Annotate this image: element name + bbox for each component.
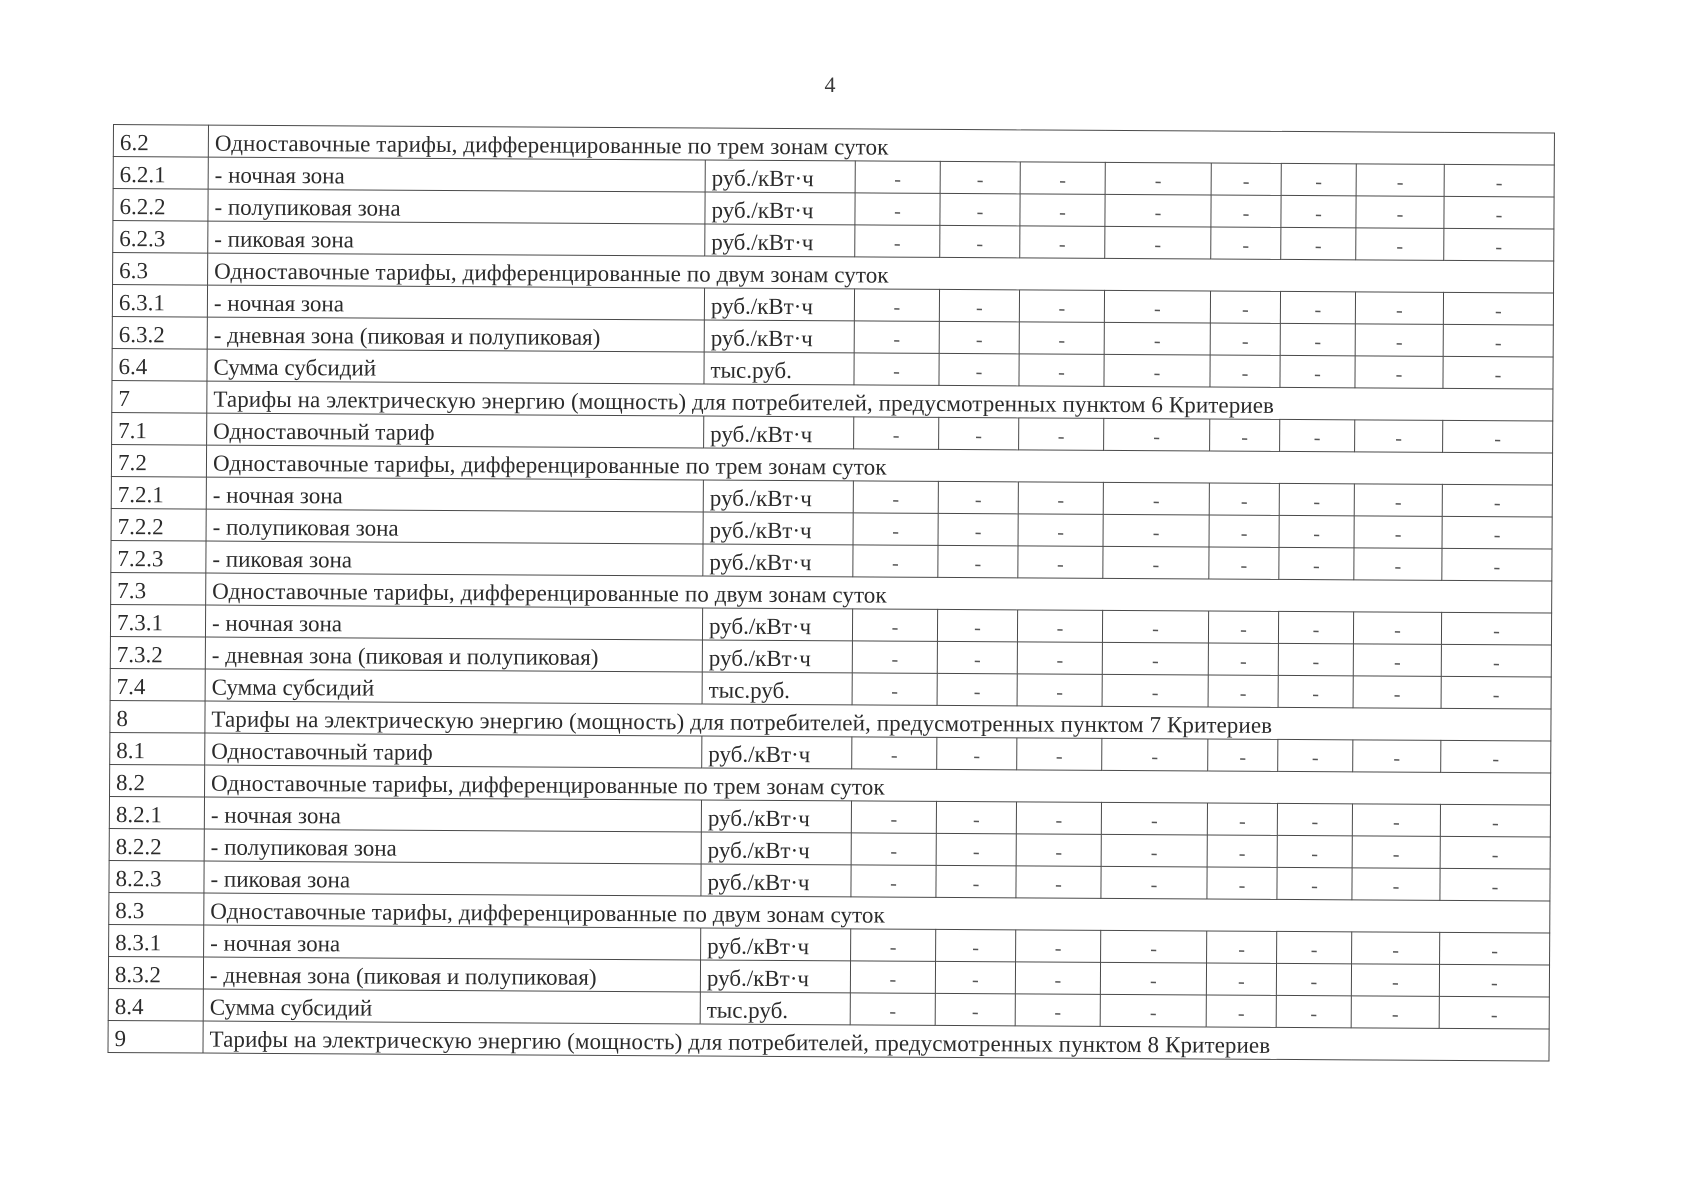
value-cell: -	[1018, 514, 1103, 547]
value-cell: -	[939, 289, 1019, 321]
value-cell: -	[1443, 420, 1553, 453]
row-description: - полупиковая зона	[208, 189, 705, 224]
row-number: 6.2	[113, 125, 208, 158]
value-cell: -	[1019, 290, 1104, 323]
value-cell: -	[1443, 292, 1553, 325]
row-number: 7.3	[111, 572, 206, 605]
row-unit: руб./кВт·ч	[704, 288, 854, 321]
row-unit: руб./кВт·ч	[704, 320, 854, 353]
value-cell: -	[1017, 674, 1102, 707]
row-description: Сумма субсидий	[205, 669, 702, 704]
table-body	[108, 125, 1554, 1062]
row-number: 7.1	[112, 412, 207, 445]
value-cell: -	[1105, 194, 1211, 227]
value-cell: -	[1353, 740, 1441, 773]
row-description: - дневная зона (пиковая и полупиковая)	[205, 637, 702, 672]
value-cell: -	[1280, 323, 1355, 355]
row-unit: руб./кВт·ч	[702, 640, 852, 673]
value-cell: -	[1019, 322, 1104, 355]
value-cell: -	[1015, 962, 1100, 995]
value-cell: -	[1277, 867, 1352, 899]
value-cell: -	[1207, 803, 1277, 835]
row-unit: тыс.руб.	[702, 672, 852, 705]
value-cell: -	[855, 225, 940, 258]
row-description: - ночная зона	[208, 157, 705, 192]
row-unit: руб./кВт·ч	[703, 544, 853, 577]
row-number: 8	[110, 700, 205, 733]
row-unit: тыс.руб.	[700, 992, 850, 1025]
value-cell: -	[1355, 356, 1443, 389]
value-cell: -	[1016, 930, 1101, 963]
row-number: 8.3	[109, 892, 204, 925]
value-cell: -	[1354, 484, 1442, 517]
value-cell: -	[1206, 963, 1276, 995]
value-cell: -	[852, 673, 937, 706]
value-cell: -	[1016, 866, 1101, 899]
row-unit: руб./кВт·ч	[705, 160, 855, 193]
row-description: - пиковая зона	[204, 861, 701, 896]
value-cell: -	[854, 321, 939, 354]
tariff-sheet	[107, 124, 1553, 1062]
value-cell: -	[1278, 675, 1353, 707]
row-number: 6.3.1	[112, 285, 207, 318]
row-number: 8.3.2	[108, 956, 203, 989]
value-cell: -	[1441, 612, 1551, 645]
value-cell: -	[852, 737, 937, 770]
value-cell: -	[1101, 866, 1207, 899]
section-title: Тарифы на электрическую энергию (мощность) для потребителей, предусмотренных пунктом 6 Критериев	[207, 381, 1553, 421]
value-cell: -	[1018, 546, 1103, 579]
section-title: Тарифы на электрическую энергию (мощность) для потребителей, предусмотренных пунктом 7 Критериев	[205, 701, 1551, 741]
value-cell: -	[940, 225, 1020, 257]
value-cell: -	[1209, 483, 1279, 515]
value-cell: -	[1104, 354, 1210, 387]
value-cell: -	[1210, 291, 1280, 323]
value-cell: -	[1019, 354, 1104, 387]
value-cell: -	[938, 545, 1018, 577]
value-cell: -	[1207, 835, 1277, 867]
value-cell: -	[1354, 516, 1442, 549]
row-number: 8.4	[108, 988, 203, 1021]
row-description: Одноставочный тариф	[205, 733, 702, 768]
value-cell: -	[939, 321, 1019, 353]
row-number: 9	[108, 1020, 203, 1053]
value-cell: -	[1278, 739, 1353, 771]
row-description: - ночная зона	[204, 797, 701, 832]
row-number: 6.2.3	[113, 221, 208, 254]
row-number: 8.3.1	[109, 924, 204, 957]
value-cell: -	[1277, 931, 1352, 963]
row-unit: руб./кВт·ч	[705, 224, 855, 257]
value-cell: -	[1279, 515, 1354, 547]
value-cell: -	[936, 929, 1016, 961]
value-cell: -	[1441, 740, 1551, 773]
value-cell: -	[1440, 836, 1550, 869]
value-cell: -	[1441, 676, 1551, 709]
value-cell: -	[1279, 547, 1354, 579]
value-cell: -	[1280, 419, 1355, 451]
value-cell: -	[1102, 610, 1208, 643]
value-cell: -	[1210, 323, 1280, 355]
value-cell: -	[1444, 164, 1554, 197]
value-cell: -	[1279, 483, 1354, 515]
value-cell: -	[1352, 868, 1440, 901]
row-unit: руб./кВт·ч	[702, 736, 852, 769]
row-unit: руб./кВт·ч	[701, 800, 851, 833]
section-title: Одноставочные тарифы, дифференцированные по двум зонам суток	[208, 253, 1554, 293]
value-cell: -	[1208, 643, 1278, 675]
row-unit: руб./кВт·ч	[702, 608, 852, 641]
row-unit: руб./кВт·ч	[705, 192, 855, 225]
value-cell: -	[935, 993, 1015, 1025]
value-cell: -	[1104, 418, 1210, 451]
row-unit: руб./кВт·ч	[700, 960, 850, 993]
value-cell: -	[937, 673, 1017, 705]
value-cell: -	[1210, 355, 1280, 387]
value-cell: -	[1103, 482, 1209, 515]
value-cell: -	[1208, 611, 1278, 643]
value-cell: -	[940, 193, 1020, 225]
row-unit: руб./кВт·ч	[704, 416, 854, 449]
value-cell: -	[1016, 834, 1101, 867]
value-cell: -	[936, 801, 1016, 833]
value-cell: -	[1208, 739, 1278, 771]
tariff-table	[107, 124, 1554, 1062]
section-title: Тарифы на электрическую энергию (мощность) для потребителей, предусмотренных пунктом 8 Критериев	[203, 1021, 1549, 1061]
value-cell: -	[1104, 290, 1210, 323]
value-cell: -	[1104, 322, 1210, 355]
value-cell: -	[1019, 418, 1104, 451]
value-cell: -	[855, 193, 940, 226]
value-cell: -	[1103, 514, 1209, 547]
row-description: - ночная зона	[206, 477, 703, 512]
value-cell: -	[850, 993, 935, 1026]
row-description: - ночная зона	[204, 925, 701, 960]
row-number: 6.4	[112, 348, 207, 381]
value-cell: -	[937, 641, 1017, 673]
value-cell: -	[939, 353, 1019, 385]
value-cell: -	[851, 929, 936, 962]
row-number: 6.2.2	[113, 189, 208, 222]
value-cell: -	[1355, 324, 1443, 357]
value-cell: -	[1281, 163, 1356, 195]
value-cell: -	[936, 865, 1016, 897]
value-cell: -	[1105, 226, 1211, 259]
value-cell: -	[1102, 738, 1208, 771]
row-description: - ночная зона	[205, 605, 702, 640]
value-cell: -	[1100, 962, 1206, 995]
value-cell: -	[1017, 738, 1102, 771]
value-cell: -	[854, 289, 939, 322]
value-cell: -	[1015, 994, 1100, 1027]
value-cell: -	[1101, 834, 1207, 867]
row-number: 8.2.2	[109, 828, 204, 861]
value-cell: -	[1276, 995, 1351, 1027]
row-number: 6.3.2	[112, 316, 207, 349]
value-cell: -	[850, 961, 935, 994]
section-title: Одноставочные тарифы, дифференцированные по трем зонам суток	[208, 125, 1554, 165]
value-cell: -	[853, 481, 938, 514]
row-description: - пиковая зона	[206, 541, 703, 576]
row-description: - пиковая зона	[208, 221, 705, 256]
row-description: - ночная зона	[207, 285, 704, 320]
value-cell: -	[1444, 196, 1554, 229]
value-cell: -	[852, 609, 937, 642]
row-number: 7.3.1	[110, 604, 205, 637]
row-unit: тыс.руб.	[704, 352, 854, 385]
row-number: 7.2.3	[111, 540, 206, 573]
section-title: Одноставочные тарифы, дифференцированные по трем зонам суток	[205, 765, 1551, 805]
row-number: 7.2.1	[111, 476, 206, 509]
row-number: 8.2.1	[109, 796, 204, 829]
value-cell: -	[1280, 355, 1355, 387]
value-cell: -	[937, 609, 1017, 641]
value-cell: -	[1352, 804, 1440, 837]
row-description: - дневная зона (пиковая и полупиковая)	[203, 957, 700, 992]
value-cell: -	[1018, 482, 1103, 515]
value-cell: -	[852, 641, 937, 674]
value-cell: -	[1020, 162, 1105, 195]
value-cell: -	[1440, 932, 1550, 965]
value-cell: -	[937, 737, 1017, 769]
value-cell: -	[939, 417, 1019, 449]
row-number: 8.2	[110, 764, 205, 797]
value-cell: -	[851, 801, 936, 834]
value-cell: -	[1276, 963, 1351, 995]
value-cell: -	[1017, 610, 1102, 643]
row-number: 8.2.3	[109, 860, 204, 893]
value-cell: -	[1444, 228, 1554, 261]
value-cell: -	[853, 513, 938, 546]
row-unit: руб./кВт·ч	[701, 864, 851, 897]
row-unit: руб./кВт·ч	[703, 480, 853, 513]
value-cell: -	[1351, 964, 1439, 997]
value-cell: -	[1209, 515, 1279, 547]
value-cell: -	[1351, 996, 1439, 1029]
value-cell: -	[935, 961, 1015, 993]
row-number: 7	[112, 380, 207, 413]
value-cell: -	[1442, 516, 1552, 549]
value-cell: -	[1442, 484, 1552, 517]
value-cell: -	[1206, 995, 1276, 1027]
value-cell: -	[851, 865, 936, 898]
value-cell: -	[1209, 547, 1279, 579]
row-number: 7.2	[111, 444, 206, 477]
row-description: Сумма субсидий	[203, 989, 700, 1024]
value-cell: -	[1441, 644, 1551, 677]
value-cell: -	[1020, 194, 1105, 227]
value-cell: -	[1017, 642, 1102, 675]
value-cell: -	[1353, 644, 1441, 677]
row-number: 6.3	[113, 253, 208, 286]
value-cell: -	[1443, 356, 1553, 389]
page-number: 4	[824, 72, 836, 97]
value-cell: -	[1353, 676, 1441, 709]
value-cell: -	[1440, 804, 1550, 837]
value-cell: -	[1102, 642, 1208, 675]
value-cell: -	[1020, 226, 1105, 259]
section-title: Одноставочные тарифы, дифференцированные по двум зонам суток	[206, 573, 1552, 613]
row-description: - полупиковая зона	[206, 509, 703, 544]
value-cell: -	[1101, 802, 1207, 835]
value-cell: -	[938, 513, 1018, 545]
value-cell: -	[854, 353, 939, 386]
value-cell: -	[854, 417, 939, 450]
row-number: 7.3.2	[110, 636, 205, 669]
value-cell: -	[1105, 162, 1211, 195]
value-cell: -	[1356, 196, 1444, 229]
value-cell: -	[1281, 227, 1356, 259]
value-cell: -	[855, 161, 940, 194]
section-title: Одноставочные тарифы, дифференцированные по трем зонам суток	[206, 445, 1552, 485]
value-cell: -	[1211, 163, 1281, 195]
value-cell: -	[1207, 867, 1277, 899]
value-cell: -	[938, 481, 1018, 513]
row-unit: руб./кВт·ч	[703, 512, 853, 545]
section-title: Одноставочные тарифы, дифференцированные по двум зонам суток	[204, 893, 1550, 933]
row-unit: руб./кВт·ч	[701, 928, 851, 961]
value-cell: -	[1442, 548, 1552, 581]
value-cell: -	[1211, 227, 1281, 259]
value-cell: -	[1277, 803, 1352, 835]
row-description: - полупиковая зона	[204, 829, 701, 864]
value-cell: -	[1353, 612, 1441, 645]
value-cell: -	[1355, 420, 1443, 453]
value-cell: -	[1208, 675, 1278, 707]
value-cell: -	[1440, 868, 1550, 901]
value-cell: -	[1356, 164, 1444, 197]
value-cell: -	[1100, 994, 1206, 1027]
row-number: 6.2.1	[113, 157, 208, 190]
value-cell: -	[1355, 292, 1443, 325]
value-cell: -	[940, 161, 1020, 193]
row-number: 7.2.2	[111, 508, 206, 541]
value-cell: -	[1101, 930, 1207, 963]
value-cell: -	[1102, 674, 1208, 707]
value-cell: -	[1016, 802, 1101, 835]
value-cell: -	[1439, 996, 1549, 1029]
value-cell: -	[1277, 835, 1352, 867]
value-cell: -	[1278, 611, 1353, 643]
value-cell: -	[1278, 643, 1353, 675]
row-description: Сумма субсидий	[207, 349, 704, 384]
value-cell: -	[936, 833, 1016, 865]
value-cell: -	[1211, 195, 1281, 227]
row-description: - дневная зона (пиковая и полупиковая)	[207, 317, 704, 352]
value-cell: -	[1210, 419, 1280, 451]
value-cell: -	[1207, 931, 1277, 963]
row-unit: руб./кВт·ч	[701, 832, 851, 865]
value-cell: -	[1439, 964, 1549, 997]
value-cell: -	[853, 545, 938, 578]
value-cell: -	[1356, 228, 1444, 261]
value-cell: -	[1443, 324, 1553, 357]
value-cell: -	[851, 833, 936, 866]
value-cell: -	[1352, 932, 1440, 965]
value-cell: -	[1103, 546, 1209, 579]
value-cell: -	[1354, 548, 1442, 581]
value-cell: -	[1280, 291, 1355, 323]
value-cell: -	[1352, 836, 1440, 869]
value-cell: -	[1281, 195, 1356, 227]
row-description: Одноставочный тариф	[207, 413, 704, 448]
row-number: 7.4	[110, 668, 205, 701]
row-number: 8.1	[110, 732, 205, 765]
